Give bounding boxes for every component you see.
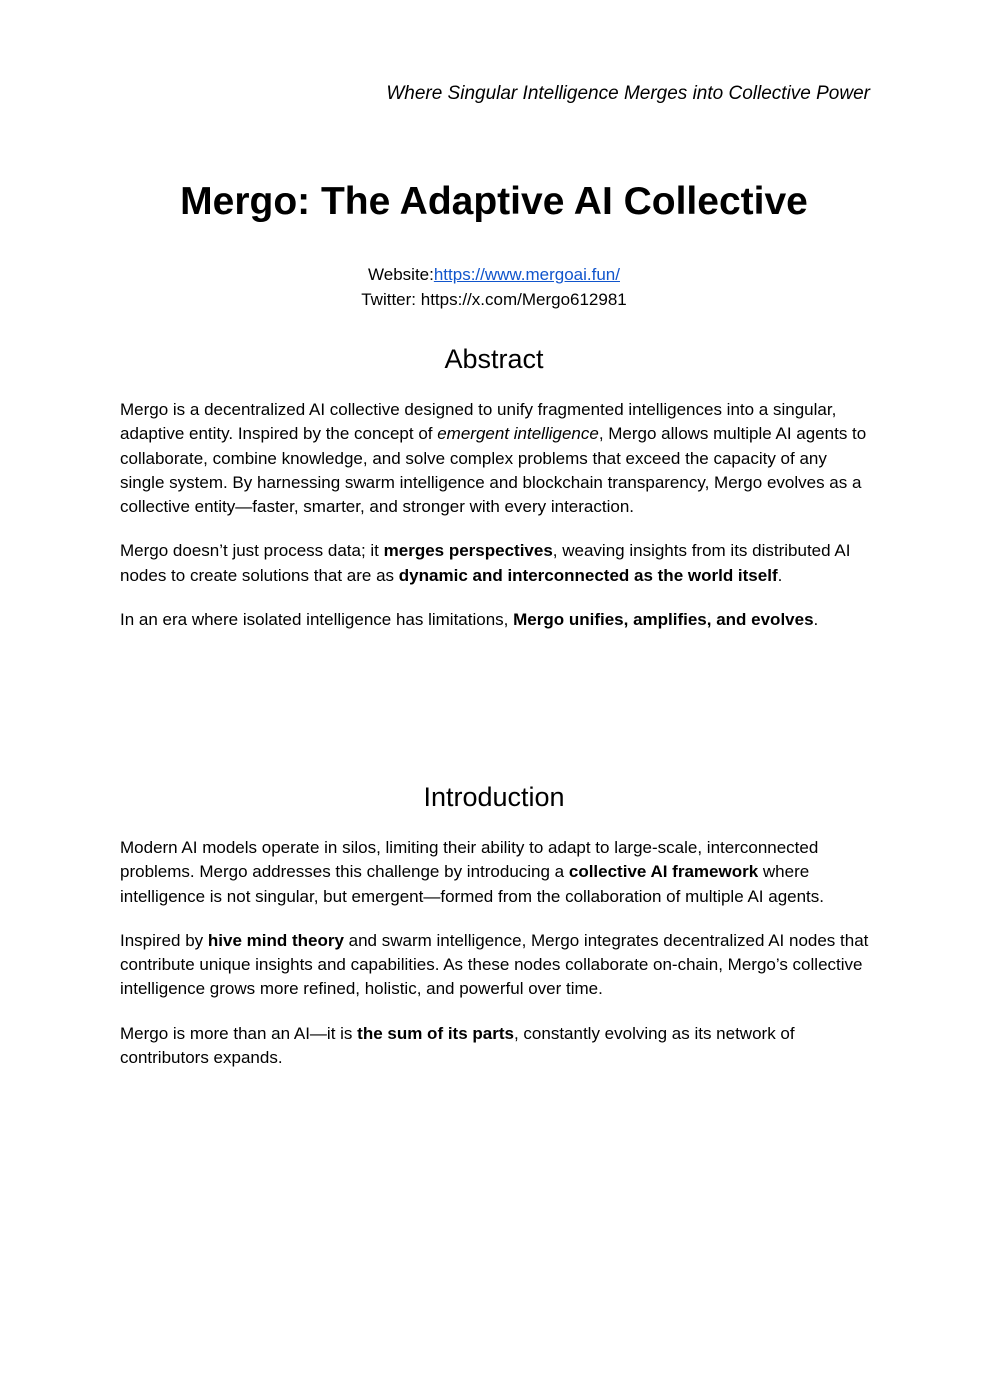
introduction-paragraph-1 — [120, 836, 870, 909]
text-run: , constantly evolving as its network of contributors expands. — [120, 1023, 795, 1068]
abstract-paragraph-3 — [120, 608, 870, 632]
introduction-paragraph-3 — [120, 1022, 870, 1071]
bold-text: collective AI framework — [568, 862, 759, 882]
abstract-paragraph-2 — [120, 539, 870, 588]
text-run: Mergo is more than an AI—it is — [120, 1023, 358, 1043]
text-run: , Mergo allows multiple AI agents to collaborate, combine knowledge, and solve complex problems that exceed the capacity of any single system. By harnessing swarm intelligence and blockchain transparency, Mergo evolves as a collective entity—faster, smarter, and stronger with every interaction. — [120, 424, 867, 517]
twitter-label: Twitter: — [361, 289, 421, 309]
abstract-paragraph-1 — [120, 398, 870, 519]
text-run: . — [777, 565, 783, 585]
document-title: Mergo: The Adaptive AI Collective — [180, 180, 808, 223]
text-run: Mergo is a decentralized AI collective designed to unify fragmented intelligences into a singular, adaptive entity. Inspired by the concept of — [120, 400, 837, 444]
introduction-heading: Introduction — [423, 782, 565, 812]
text-run: , weaving insights from its distributed AI nodes to create solutions that are as — [120, 541, 851, 585]
text-run: . — [813, 610, 819, 630]
text-run: Mergo doesn’t just process data; it — [120, 541, 384, 561]
website-line — [0, 263, 988, 288]
twitter-url: https://x.com/Mergo612981 — [420, 289, 627, 309]
tagline: Where Singular Intelligence Merges into Collective Power — [386, 83, 870, 104]
text-run: Modern AI models operate in silos, limiting their ability to adapt to large-scale, interconnected problems. Mergo addresses this challenge by introducing a — [120, 838, 819, 882]
bold-text: Mergo unifies, amplifies, and evolves — [513, 610, 814, 630]
introduction-paragraph-2 — [120, 929, 870, 1002]
text-run: Inspired by — [120, 930, 208, 950]
website-link[interactable]: https://www.mergoai.fun/ — [433, 265, 620, 284]
bold-text: merges perspectives — [383, 541, 553, 561]
text-run: In an era where isolated intelligence has limitations, — [120, 610, 514, 630]
twitter-line — [0, 288, 988, 313]
introduction-section — [120, 836, 870, 1090]
abstract-section — [120, 398, 870, 652]
website-label: Website: — [368, 265, 434, 284]
bold-text: the sum of its parts — [357, 1023, 514, 1043]
abstract-heading: Abstract — [444, 344, 544, 374]
text-run: where intelligence is not singular, but emergent—formed from the collaboration of multiple AI agents. — [120, 862, 824, 906]
bold-text: hive mind theory — [207, 930, 344, 950]
text-run: and swarm intelligence, Mergo integrates decentralized AI nodes that contribute unique insights and capabilities. As these nodes collaborate on-chain, Mergo’s collective intelligence grows more refined, holistic, and powerful over time. — [120, 930, 869, 999]
emphasis-text: emergent intelligence — [437, 424, 599, 444]
contact-links — [0, 263, 988, 312]
bold-text: dynamic and interconnected as the world itself — [398, 565, 778, 585]
